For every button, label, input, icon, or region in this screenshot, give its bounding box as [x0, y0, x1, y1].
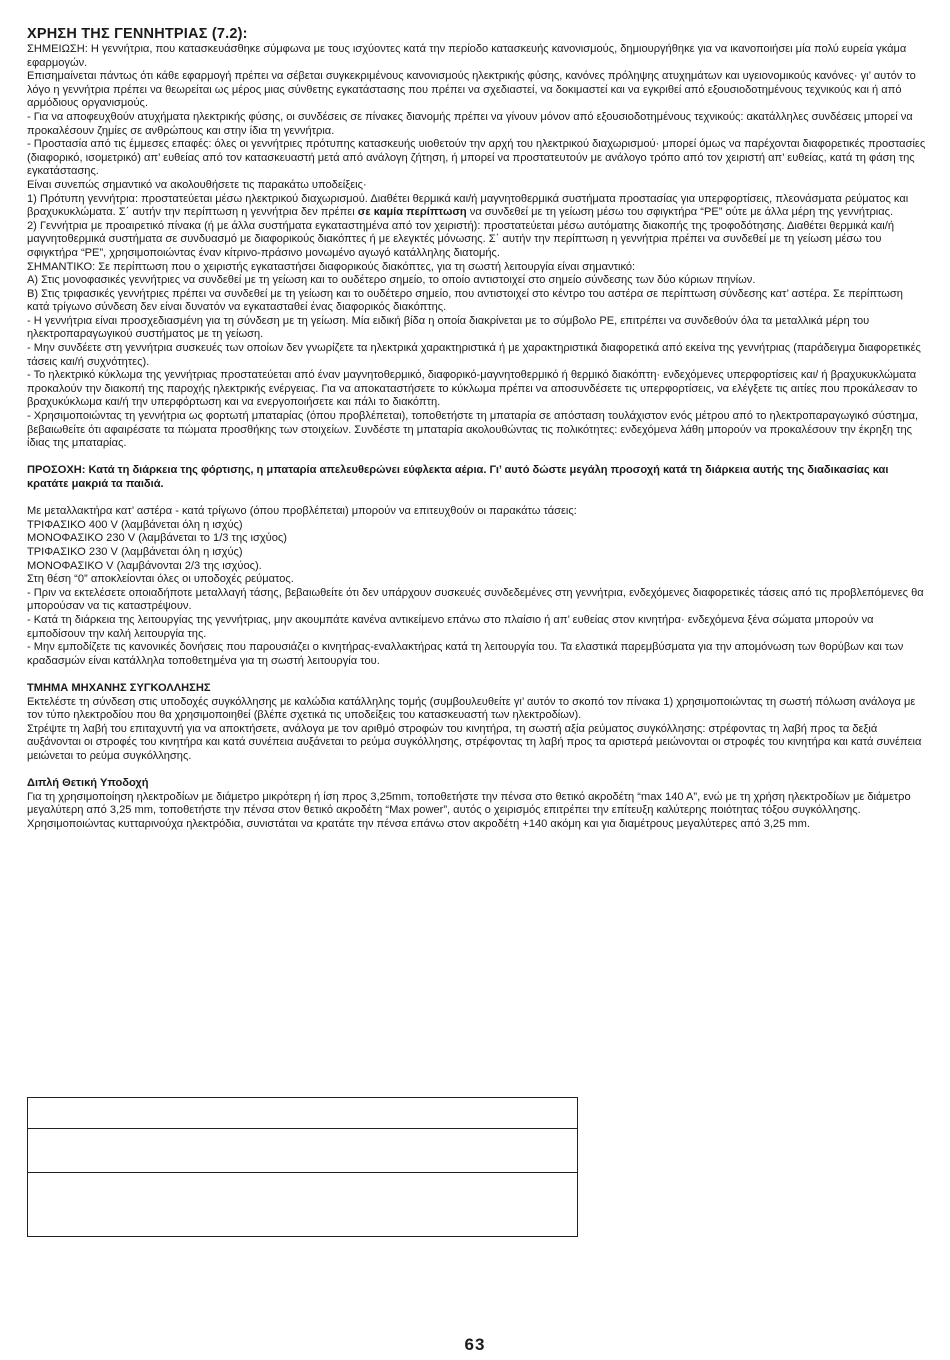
document-page: [27, 26, 927, 831]
table-row: [28, 1098, 577, 1129]
voltage-option: ΤΡΙΦΑΣΙΚΟ 230 V (λαμβάνεται όλη η ισχύς): [27, 545, 243, 558]
devices-paragraph: - Μην συνδέετε στη γεννήτρια συσκευές των οποίων δεν γνωρίζετε τα ηλεκτρικά χαρακτηριστικά ή με χαρακτηριστικά διαφορετικά από εκείνα της γεννήτριας (παράδειγμα διαφορετικές τάσεις και/ή συχνότητες).: [27, 342, 921, 368]
indirect-contact-paragraph: - Προστασία από τις έμμεσες επαφές: όλες οι γεννήτριες πρότυπης κατασκευής υιοθετούν την αρχή του ηλεκτρικού διαχωρισμού· μπορεί όμως να παρέχονται διαφορετικές προστασίες (διαφορικό, ισομετρικό) απ’ ευθείας από τον κατασκευαστή μετά από ανάλογη ζήτηση, ή μπορεί να προστατευτούν με ανάλογο τρόπο από τον χειριστή απ’ ευθείας, κατά τη φάση της εγκατάστασης.: [27, 138, 926, 178]
vibrations-paragraph: - Μην εμποδίζετε τις κανονικές δονήσεις που παρουσιάζει ο κινητήρας-εναλλακτήρας κατά τη λειτουργία του. Τα ελαστικά παρεμβύσματα για την απομόνωση των θορύβων και των κραδασμών είναι κατάλληλα τοποθετημένα για τη σωστή λειτουργία του.: [27, 641, 904, 667]
welding-connection-paragraph: Εκτελέστε τη σύνδεση στις υποδοχές συγκόλλησης με καλώδια κατάλληλης τομής (συμβουλευθείτε γι’ αυτόν το σκοπό τον πίνακα 1) χρησιμοποιώντας τη σωστή πόλωση ανάλογα με τον τύπο ηλεκτροδίου που θα χρησιμοποιηθεί (βλέπε σχετικά τις υποδείξεις του κατασκευαστή των ηλεκτροδίων).: [27, 695, 916, 722]
page-title: ΧΡΗΣΗ ΤΗΣ ΓΕΝΝΗΤΡΙΑΣ (7.2):: [27, 26, 248, 42]
voltage-option: ΜΟΝΟΦΑΣΙΚΟ V (λαμβάνονται 2/3 της ισχύος).: [27, 559, 262, 572]
voltage-change-paragraph: - Πριν να εκτελέσετε οποιαδήποτε μεταλλαγή τάσης, βεβαιωθείτε ότι δεν υπάρχουν συσκευές συνδεδεμένες στη γεννήτρια, ενδεχόμενες διαφορετικές τάσεις από τις προβλεπόμενες θα μπορούσαν να τις καταστρέψουν.: [27, 586, 924, 613]
note-paragraph: ΣΗΜΕΙΩΣΗ: Η γεννήτρια, που κατασκευάσθηκε σύμφωνα με τους ισχύοντες κατά την περίοδο κατασκευής κανονισμούς, δημιουργήθηκε για να ικανοποιήσει μία πολύ ευρεία γκάμα εφαρμογών.: [27, 43, 907, 69]
voltage-switch-intro: Με μεταλλακτήρα κατ’ αστέρα - κατά τρίγωνο (όπου προβλέπεται) μπορούν να επιτευχθούν οι παρακάτω τάσεις:: [27, 505, 577, 518]
spacer: [27, 451, 927, 465]
voltage-option: ΤΡΙΦΑΣΙΚΟ 400 V (λαμβάνεται όλη η ισχύς): [27, 518, 243, 531]
spacer: [27, 668, 927, 682]
operation-paragraph: - Κατά τη διάρκεια της λειτουργίας της γεννήτριας, μην ακουμπάτε κανένα αντικείμενο επάνω στο πλαίσιο ή απ’ ευθείας στον κινητήρα· ενδεχόμενα ξένα σώματα μπορούν να εμποδίσουν την καλή λειτουργία της.: [27, 613, 874, 640]
double-socket-heading: Διπλή Θετική Υποδοχή: [27, 777, 149, 790]
three-phase-paragraph: B) Στις τριφασικές γεννήτριες πρέπει να συνδεθεί με τη γείωση και το ουδέτερο σημείο, που αντιστοιχεί στο κέντρο του αστέρα σε περίπτωση σύνδεσης κατ’ αστέρα. Σε περίπτωση κατά τρίγωνο σύνδεση δεν είναι δυνατόν να εγκατασταθεί ένας διαφορικός διακόπτης.: [27, 287, 903, 314]
page-number: 63: [464, 1335, 486, 1354]
spacer: [27, 492, 927, 506]
instructions-intro: Είναι συνεπώς σημαντικό να ακολουθήσετε τις παρακάτω υποδείξεις·: [27, 178, 367, 191]
spacer: [27, 763, 927, 777]
battery-charger-paragraph: - Χρησιμοποιώντας τη γεννήτρια ως φορτωτή μπαταρίας (όπου προβλέπεται), τοποθετήστε τη μπαταρία σε απόσταση τουλάχιστον ενός μέτρου από το ηλεκτροπαραγωγικό σύστημα, βεβαιωθείτε ότι αφαιρέσατε τα πώματα προσθήκης των στοιχείων. Συνδέστε τη μπαταρία ακολουθώντας τις πολικότητες: ενδεχόμενα λάθη μπορούν να προκαλέσουν την έκρηξη της ίδιας της μπαταρίας.: [27, 410, 919, 450]
welding-current-paragraph: Στρέψτε τη λαβή του επιταχυντή για να αποκτήσετε, ανάλογα με τον αριθμό στροφών του κινητήρα, τη σωστή αξία ρεύματος συγκόλλησης: στρέφοντας τη λαβή προς τα δεξιά αυξάνονται οι στροφές του κινητήρα και κατά συνέπεια αυξάνεται το ρεύμα συγκόλλησης, στρέφοντας τη λαβή προς τα αριστερά μειώνονται οι στροφές του κινητήρα και κατά συνέπεια μειώνεται το ρεύμα συγκόλλησης.: [27, 722, 922, 762]
important-paragraph: ΣΗΜΑΝΤΙΚΟ: Σε περίπτωση που ο χειριστής εγκαταστήσει διαφορικούς διακόπτες, για τη σωστή λειτουργία είναι σημαντικό:: [27, 260, 636, 273]
table-row: [28, 1173, 577, 1236]
grounding-paragraph: - Η γεννήτρια είναι προσχεδιασμένη για τη σύνδεση με τη γείωση. Μία ειδική βίδα η οποία διακρίνεται με το σύμβολο PE, επιτρέπει να συνδεθούν όλα τα μεταλλικά μέρη του ηλεκτροπαραγωγικού συστήματος με τη γείωση.: [27, 314, 870, 341]
empty-table: [27, 1097, 578, 1237]
optional-panel-paragraph: 2) Γεννήτρια με προαιρετικό πίνακα (ή με άλλα συστήματα εγκαταστημένα από τον χειριστή): προστατεύεται μέσω αυτόματης διακοπής της τροφοδότησης. Διαθέτει θερμικά και/ή μαγνητοθερμικά συστήματα σε συνδυασμό με διαφορικούς διακόπτες ή με ελεγκτές μόνωσης. Σ΄ αυτήν την περίπτωση η γεννήτρια πρέπει να συνδεθεί με τη γείωση μέσω του σφιγκτήρα “PE”, χρησιμοποιώντας έναν κίτρινο-πράσινο μονωμένο αγωγό κατάλληλης διατομής.: [27, 219, 894, 259]
welding-heading: ΤΜΗΜΑ ΜΗΧΑΝΗΣ ΣΥΓΚΟΛΛΗΣΗΣ: [27, 681, 211, 694]
standard-generator-paragraph: 1) Πρότυπη γεννήτρια: προστατεύεται μέσω ηλεκτρικού διαχωρισμού. Διαθέτει θερμικά και/ή μαγνητοθερμικά συστήματα προστασίας για υπερφορτίσεις, πλεονάσματα ρεύματος και βραχυκυκλώματα. Σ΄ αυτήν την περίπτωση η γεννήτρια δεν πρέπει σε καμία περίπτωση να συνδεθεί με τη γείωση μέσω του σφιγκτήρα “PE” ούτε με άλλα μέρη της γεννήτριας.: [27, 192, 909, 219]
circuit-breaker-paragraph: - Το ηλεκτρικό κύκλωμα της γεννήτριας προστατεύεται από έναν μαγνητοθερμικό, διαφορικό-μαγνητοθερμικό ή θερμικό διακόπτη· ενδεχόμενες υπερφορτίσεις και/ ή βραχυκυκλώματα προκαλούν την διακοπή της παροχής ηλεκτρικής ενέργειας. Για να αποκαταστήσετε το κύκλωμα πρέπει να αποσυνδέσετε τις υπερφορτίσεις, να ελέγξετε τις αιτίες που προκάλεσαν το βραχυκύκλωμα και/ή την υπερφόρτωση και να ενεργοποιήσετε και πάλι το διακόπτη.: [27, 369, 918, 409]
regulations-paragraph: Επισημαίνεται πάντως ότι κάθε εφαρμογή πρέπει να σέβεται συγκεκριμένους κανονισμούς ηλεκτρικής φύσης, κανόνες πρόληψης ατυχημάτων και υγειονομικούς κανόνες· γι’ αυτόν το λόγο η γεννήτρια πρέπει να θεωρείται ως μέρος μιας σύνθετης εγκατάστασης που πρέπει να σχεδιαστεί, να δοκιμαστεί και να εγκριθεί από εξουσιοδοτημένους τεχνικούς και ή από αρμόδιους οργανισμούς.: [27, 70, 916, 110]
electrical-accidents-paragraph: - Για να αποφευχθούν ατυχήματα ηλεκτρικής φύσης, οι συνδέσεις σε πίνακες διανομής πρέπει να γίνουν μόνον από εξουσιοδοτημένους τεχνικούς: ακατάλληλες συνδέσεις μπορεί να προκαλέσουν ζημίες σε ανθρώπους και στην ίδια τη γεννήτρια.: [27, 110, 913, 137]
emphasis-text: σε καμία περίπτωση: [357, 206, 467, 219]
voltage-option: ΜΟΝΟΦΑΣΙΚΟ 230 V (λαμβάνεται το 1/3 της ισχύος): [27, 532, 287, 545]
single-phase-paragraph: A) Στις μονοφασικές γεννήτριες να συνδεθεί με τη γείωση και το ουδέτερο σημείο, το οποίο αντιστοιχεί στο σημείο σύνδεσης των δύο κύριων πηνίων.: [27, 274, 756, 287]
table-row: [28, 1129, 577, 1173]
double-socket-paragraph: Για τη χρησιμοποίηση ηλεκτροδίων με διάμετρο μικρότερη ή ίση προς 3,25mm, τοποθετήστε την πένσα στο θετικό ακροδέτη “max 140 A”, ενώ με τη χρήση ηλεκτροδίων με διάμετρο μεγαλύτερη από 3,25 mm, τοποθετήστε την πένσα στον θετικό ακροδέτη “Max power”, αυτός ο χειρισμός επιτρέπει την επίτευξη καλύτερης ποιότητας τόξου συγκόλλησης. Χρησιμοποιώντας κυτταρινούχα ηλεκτρόδια, συνιστάται να κρατάτε την πένσα επάνω στον ακροδέτη +140 ακόμη και για διαμέτρους μεγαλύτερες από 3,25 mm.: [27, 790, 911, 830]
zero-position-note: Στη θέση “0” αποκλείονται όλες οι υποδοχές ρεύματος.: [27, 573, 294, 586]
warning-paragraph: ΠΡΟΣΟΧΗ: Κατά τη διάρκεια της φόρτισης, η μπαταρία απελευθερώνει εύφλεκτα αέρια. Γι’ αυτό δώστε μεγάλη προσοχή κατά τη διάρκεια αυτής της διαδικασίας και κρατάτε μακριά τα παιδιά.: [27, 464, 889, 490]
